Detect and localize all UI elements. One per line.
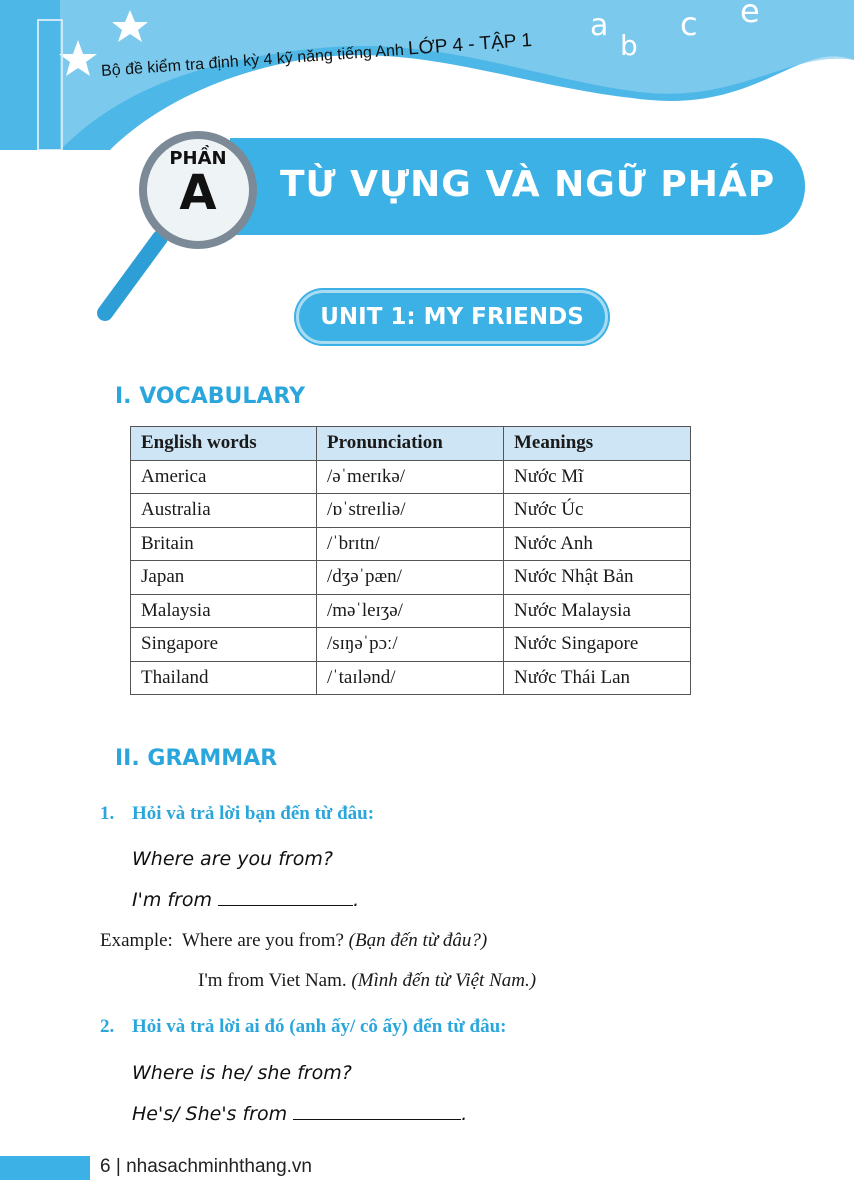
table-header-row — [131, 427, 691, 461]
example-a-translation: (Mình đến từ Việt Nam.) — [351, 970, 537, 991]
word-cell: Singapore — [131, 628, 317, 662]
example-a: I'm from Viet Nam. — [198, 970, 347, 991]
meaning-cell: Nước Úc — [504, 494, 691, 528]
word-cell: Malaysia — [131, 594, 317, 628]
table-row — [131, 527, 691, 561]
example-label: Example: — [100, 930, 173, 951]
example-q: Where are you from? — [181, 930, 344, 951]
pattern-answer — [132, 1102, 467, 1125]
section-title: Hỏi và trả lời bạn đến từ đâu: — [132, 803, 375, 824]
table-row — [131, 494, 691, 528]
blank-line — [293, 1102, 461, 1120]
word-cell: America — [131, 460, 317, 494]
vocabulary-table — [130, 426, 691, 695]
meaning-cell: Nước Mĩ — [504, 460, 691, 494]
section-number: 1. — [100, 803, 115, 824]
word-cell: Japan — [131, 561, 317, 595]
example-q-translation: (Bạn đến từ đâu?) — [348, 930, 488, 951]
grammar-section-1-title — [100, 803, 374, 825]
table-row — [131, 561, 691, 595]
column-header: English words — [131, 427, 317, 461]
column-header: Meanings — [504, 427, 691, 461]
website-link[interactable]: nhasachminhthang.vn — [126, 1156, 312, 1177]
table-row — [131, 628, 691, 662]
part-banner — [230, 138, 805, 235]
part-label — [148, 148, 248, 221]
svg-text:a: a — [590, 8, 609, 43]
example-answer — [198, 970, 536, 992]
pronunciation-cell: /dʒəˈpæn/ — [317, 561, 504, 595]
table-row — [131, 594, 691, 628]
footer — [100, 1156, 312, 1178]
period: . — [353, 889, 360, 911]
svg-text:e: e — [740, 0, 760, 30]
part-title: TỪ VỰNG VÀ NGỮ PHÁP — [280, 164, 776, 205]
section-title: Hỏi và trả lời ai đó (anh ấy/ cô ấy) đến từ đâu: — [132, 1016, 507, 1037]
meaning-cell: Nước Thái Lan — [504, 661, 691, 695]
series-volume: LỚP 4 - TẬP 1 — [407, 29, 533, 60]
pattern-question: Where is he/ she from? — [132, 1062, 352, 1084]
pronunciation-cell: /ˈtaɪlənd/ — [317, 661, 504, 695]
separator: | — [115, 1156, 121, 1177]
meaning-cell: Nước Anh — [504, 527, 691, 561]
svg-text:b: b — [620, 29, 638, 62]
grammar-heading: II. GRAMMAR — [115, 746, 278, 771]
table-row — [131, 460, 691, 494]
meaning-cell: Nước Malaysia — [504, 594, 691, 628]
pronunciation-cell: /əˈmerɪkə/ — [317, 460, 504, 494]
pronunciation-cell: /ˈbrɪtn/ — [317, 527, 504, 561]
answer-text: He's/ She's from — [132, 1103, 288, 1125]
example-question — [100, 930, 487, 952]
blank-line — [218, 888, 353, 906]
column-header: Pronunciation — [317, 427, 504, 461]
word-cell: Thailand — [131, 661, 317, 695]
footer-bar — [0, 1156, 90, 1180]
pronunciation-cell: /məˈleɪʒə/ — [317, 594, 504, 628]
pronunciation-cell: /ɒˈstreɪliə/ — [317, 494, 504, 528]
section-number: 2. — [100, 1016, 115, 1037]
part-letter: A — [179, 165, 217, 221]
table-row — [131, 661, 691, 695]
word-cell: Australia — [131, 494, 317, 528]
grammar-section-2-title — [100, 1016, 507, 1038]
pattern-question: Where are you from? — [132, 848, 333, 870]
vocabulary-heading: I. VOCABULARY — [115, 384, 306, 409]
answer-text: I'm from — [132, 889, 213, 911]
part-word: PHẦN — [169, 148, 227, 169]
unit-title: UNIT 1: MY FRIENDS — [296, 290, 608, 344]
word-cell: Britain — [131, 527, 317, 561]
period: . — [461, 1103, 468, 1125]
svg-text:c: c — [680, 5, 698, 43]
meaning-cell: Nước Singapore — [504, 628, 691, 662]
meaning-cell: Nước Nhật Bản — [504, 561, 691, 595]
series-text: Bộ đề kiểm tra định kỳ 4 kỹ năng tiếng Anh — [100, 41, 405, 81]
pronunciation-cell: /sɪŋəˈpɔː/ — [317, 628, 504, 662]
pattern-answer — [132, 888, 359, 911]
page-number: 6 — [100, 1156, 111, 1177]
